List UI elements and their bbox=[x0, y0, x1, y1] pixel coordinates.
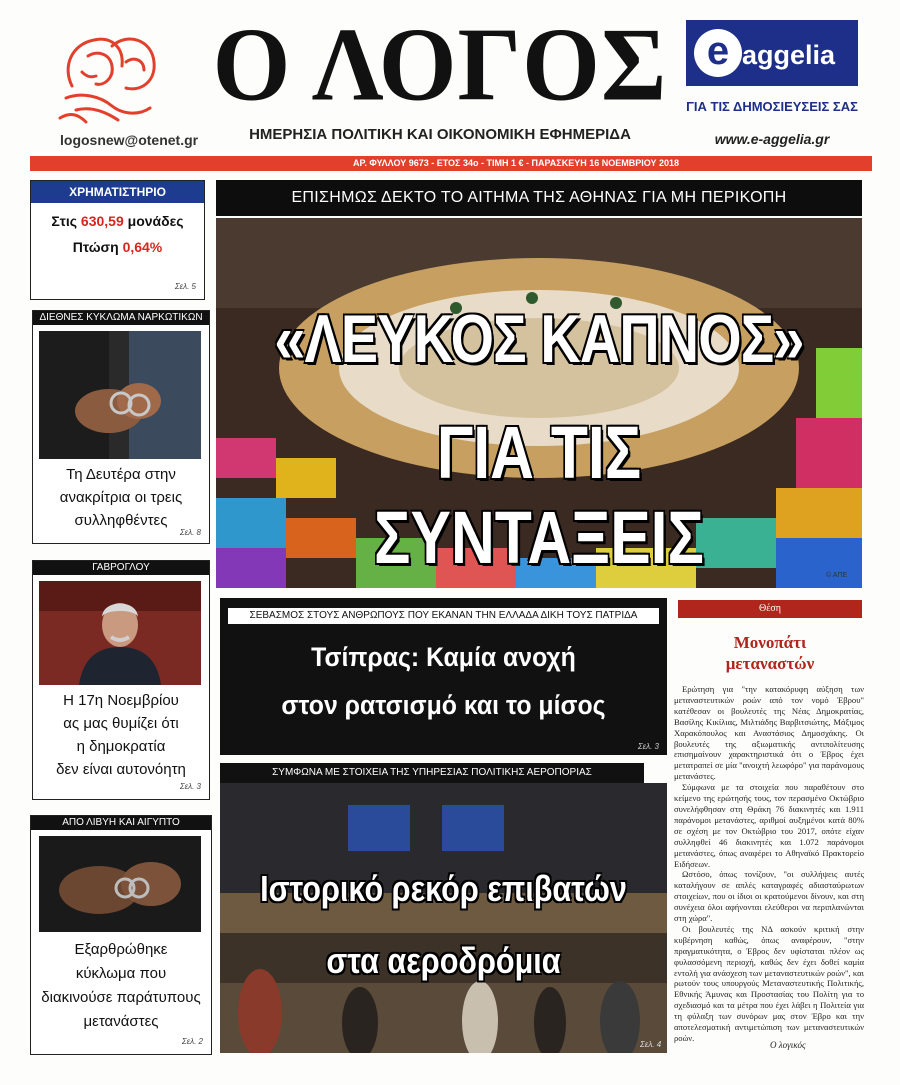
opinion-paragraph: Ερώτηση για "την κατακόρυφη αύξηση των μεταναστευτικών ροών από τον νομό Έβρου" κατέθεσαν οι βουλευτές της Νέας Δημοκρατίας, Βασίλης Κικίλιας, Μιλτιάδης Βαρβιτσιώτης, Μάξιμος Χαρακόπουλος και Αναστάσιος Δημοσχάκης. Οι βουλευτές της αξιωματικής αντιπολίτευσης επισημαίνουν χαρακτηριστικά ότι ο Έβρος έχει μετατραπεί σε μία "ανοιχτή λεωφόρο" για παράνομους μετανάστες. bbox=[674, 684, 864, 782]
ad-tagline: ΓΙΑ ΤΙΣ ΔΗΜΟΣΙΕΥΣΕΙΣ ΣΑΣ bbox=[686, 99, 858, 114]
drug-ring-story[interactable] bbox=[32, 310, 210, 544]
lead-kicker[interactable]: ΕΠΙΣΗΜΩΣ ΔΕΚΤΟ ΤΟ ΑΙΤΗΜΑ ΤΗΣ ΑΘΗΝΑΣ ΓΙΑ ΜΗ ΠΕΡΙΚΟΠΗ bbox=[216, 180, 862, 216]
e-logo-icon: e bbox=[694, 29, 742, 77]
airport-photo bbox=[220, 783, 667, 1053]
airport-headline-line1[interactable]: Ιστορικό ρεκόρ επιβατών bbox=[260, 868, 627, 909]
stock-market-box[interactable] bbox=[30, 180, 205, 300]
arrest-photo bbox=[39, 836, 201, 932]
opinion-paragraph: Οι βουλευτές της ΝΔ ασκούν κριτική στην κυβέρνηση καθώς, όπως αναφέρουν, "στην πραγματικότητα, ο Έβρος δεν υφίσταται πλέον ως φυλασσόμενη περιοχή, καθώς δεν έχει δοθεί καμία εντολή για ανάσχεση των μεταναστευτικών ροών", και ρωτούν τους υπουργούς Μεταναστευτικής Πολιτικής, Εθνικής Άμυνας και Προστασίας του Πολίτη για το σχεδιασμό και τα μέτρα που έχει λάβει η Πολιτεία για τη φύλαξη των συνόρων μας στον Έβρο και την αποτελεσματική αντιμετώπιση των μεταναστευτικών ροών. bbox=[674, 923, 864, 1043]
opinion-header: Θέση bbox=[678, 600, 862, 618]
lead-headline-line2[interactable]: ΓΙΑ ΤΙΣ ΣΥΝΤΑΞΕΙΣ bbox=[374, 411, 704, 579]
opinion-body bbox=[674, 684, 864, 1044]
opinion-paragraph: Σύμφωνα με τα στοιχεία που παραθέτουν στο κείμενο της ερώτησής τους, τον περασμένο Οκτώβριο συνελήφθησαν στη Θράκη 76 διακινητές και 1.911 παράνομοι μετανάστες, αριθμοί αυξημένοι κατά 80% σε σχέση με τον Οκτώβριο του 2017, οπότε είχαν συλληφθεί 46 διακινητές και 1.072 παράνομοι μετανάστες, όπως αναφέρει το Αθηναϊκό Πρακτορείο Ειδήσεων. bbox=[674, 782, 864, 869]
migrant-ring-header: ΑΠΟ ΛΙΒΥΗ ΚΑΙ ΑΙΓΥΠΤΟ bbox=[31, 816, 211, 830]
handcuffs-photo bbox=[39, 331, 201, 459]
ad-brand-name: aggelia bbox=[742, 40, 836, 70]
drug-story-line: συλληφθέντες bbox=[74, 512, 168, 529]
drug-story-line: ανακρίτρια οι τρεις bbox=[59, 489, 183, 506]
stock-market-header: ΧΡΗΜΑΤΙΣΤΗΡΙΟ bbox=[31, 181, 204, 203]
airport-headline-line2[interactable]: στα αεροδρόμια bbox=[326, 940, 561, 981]
page-ref: Σελ. 3 bbox=[179, 782, 201, 791]
gavroglou-story-line: η δημοκρατία bbox=[76, 738, 166, 755]
opinion-title[interactable] bbox=[678, 632, 862, 674]
gavroglou-story-line: Η 17η Νοεμβρίου bbox=[63, 692, 179, 709]
tsipras-story[interactable] bbox=[220, 598, 667, 755]
page-ref: Σελ. 2 bbox=[181, 1037, 203, 1046]
newspaper-subtitle: ΗΜΕΡΗΣΙΑ ΠΟΛΙΤΙΚΗ ΚΑΙ ΟΙΚΟΝΟΜΙΚΗ ΕΦΗΜΕΡΙΔΑ bbox=[249, 126, 631, 143]
page-ref: Σελ. 5 bbox=[174, 282, 196, 291]
drug-story-line: Τη Δευτέρα στην bbox=[66, 466, 176, 483]
migrant-story-line: κύκλωμα που bbox=[75, 965, 167, 982]
newspaper-logo-icon bbox=[52, 26, 164, 126]
migrant-ring-story[interactable] bbox=[30, 815, 212, 1055]
migrant-story-line: διακινούσε παράτυπους bbox=[41, 989, 201, 1006]
migrant-story-line: μετανάστες bbox=[83, 1013, 159, 1030]
opinion-title-line: Μονοπάτι bbox=[733, 633, 807, 652]
stock-change-line: Πτώση 0,64% bbox=[72, 239, 163, 255]
gavroglou-story-line: δεν είναι αυτονόητη bbox=[56, 761, 186, 778]
gavroglou-story[interactable] bbox=[32, 560, 210, 800]
lead-headline-line1[interactable]: «ΛΕΥΚΟΣ ΚΑΠΝΟΣ» bbox=[274, 301, 804, 377]
minister-portrait-photo bbox=[39, 581, 201, 685]
opinion-paragraph: Ωστόσο, όπως τονίζουν, "οι συλλήψεις αυτές καταλήγουν σε απλές καταγραφές αδιασταύρωτων στοιχείων, που οι ίδιοι οι κρατούμενοι δίνουν, και στη συνέχεια όλοι αφήνονται ελεύθεροι να περιπλανώνται στη χώρα". bbox=[674, 869, 864, 924]
stock-index-value: 630,59 bbox=[80, 213, 124, 229]
tsipras-kicker: ΣΕΒΑΣΜΟΣ ΣΤΟΥΣ ΑΝΘΡΩΠΟΥΣ ΠΟΥ ΕΚΑΝΑΝ ΤΗΝ ΕΛΛΑΔΑ ΔΙΚΗ ΤΟΥΣ ΠΑΤΡΙΔΑ bbox=[228, 608, 659, 624]
page-ref: Σελ. 8 bbox=[179, 528, 201, 537]
stock-change-value: 0,64% bbox=[122, 239, 163, 255]
tsipras-headline-line2: στον ρατσισμό και το μίσος bbox=[281, 690, 606, 720]
contact-email[interactable]: logosnew@otenet.gr bbox=[60, 132, 199, 148]
page-ref: Σελ. 3 bbox=[637, 742, 659, 751]
photo-credit: © ΑΠΕ bbox=[826, 572, 848, 579]
eaggelia-ad[interactable] bbox=[686, 20, 858, 86]
opinion-signature: Ο λογικός bbox=[770, 1040, 806, 1050]
gavroglou-header: ΓΑΒΡΟΓΛΟΥ bbox=[33, 561, 209, 575]
page-ref: Σελ. 4 bbox=[640, 1040, 662, 1049]
opinion-title-line: μεταναστών bbox=[725, 654, 815, 673]
tsipras-headline-line1: Τσίπρας: Καμία ανοχή bbox=[311, 642, 576, 672]
drug-ring-header: ΔΙΕΘΝΕΣ ΚΥΚΛΩΜΑ ΝΑΡΚΩΤΙΚΩΝ bbox=[33, 311, 209, 325]
migrant-story-line: Εξαρθρώθηκε bbox=[74, 941, 168, 958]
airport-kicker: ΣΥΜΦΩΝΑ ΜΕ ΣΤΟΙΧΕΙΑ ΤΗΣ ΥΠΗΡΕΣΙΑΣ ΠΟΛΙΤΙΚΗΣ ΑΕΡΟΠΟΡΙΑΣ bbox=[220, 763, 644, 783]
stock-index-line: Στις 630,59 μονάδες bbox=[51, 213, 184, 229]
newspaper-title: Ο ΛΟΓΟΣ bbox=[212, 6, 668, 123]
gavroglou-story-line: ας μας θυμίζει ότι bbox=[63, 715, 179, 732]
ad-url-link[interactable]: www.e-aggelia.gr bbox=[714, 131, 830, 147]
issue-dateline: ΑΡ. ΦΥΛΛΟΥ 9673 - ΕΤΟΣ 34ο - ΤΙΜΗ 1 € - ΠΑΡΑΣΚΕΥΗ 16 ΝΟΕΜΒΡΙΟΥ 2018 bbox=[30, 156, 872, 171]
